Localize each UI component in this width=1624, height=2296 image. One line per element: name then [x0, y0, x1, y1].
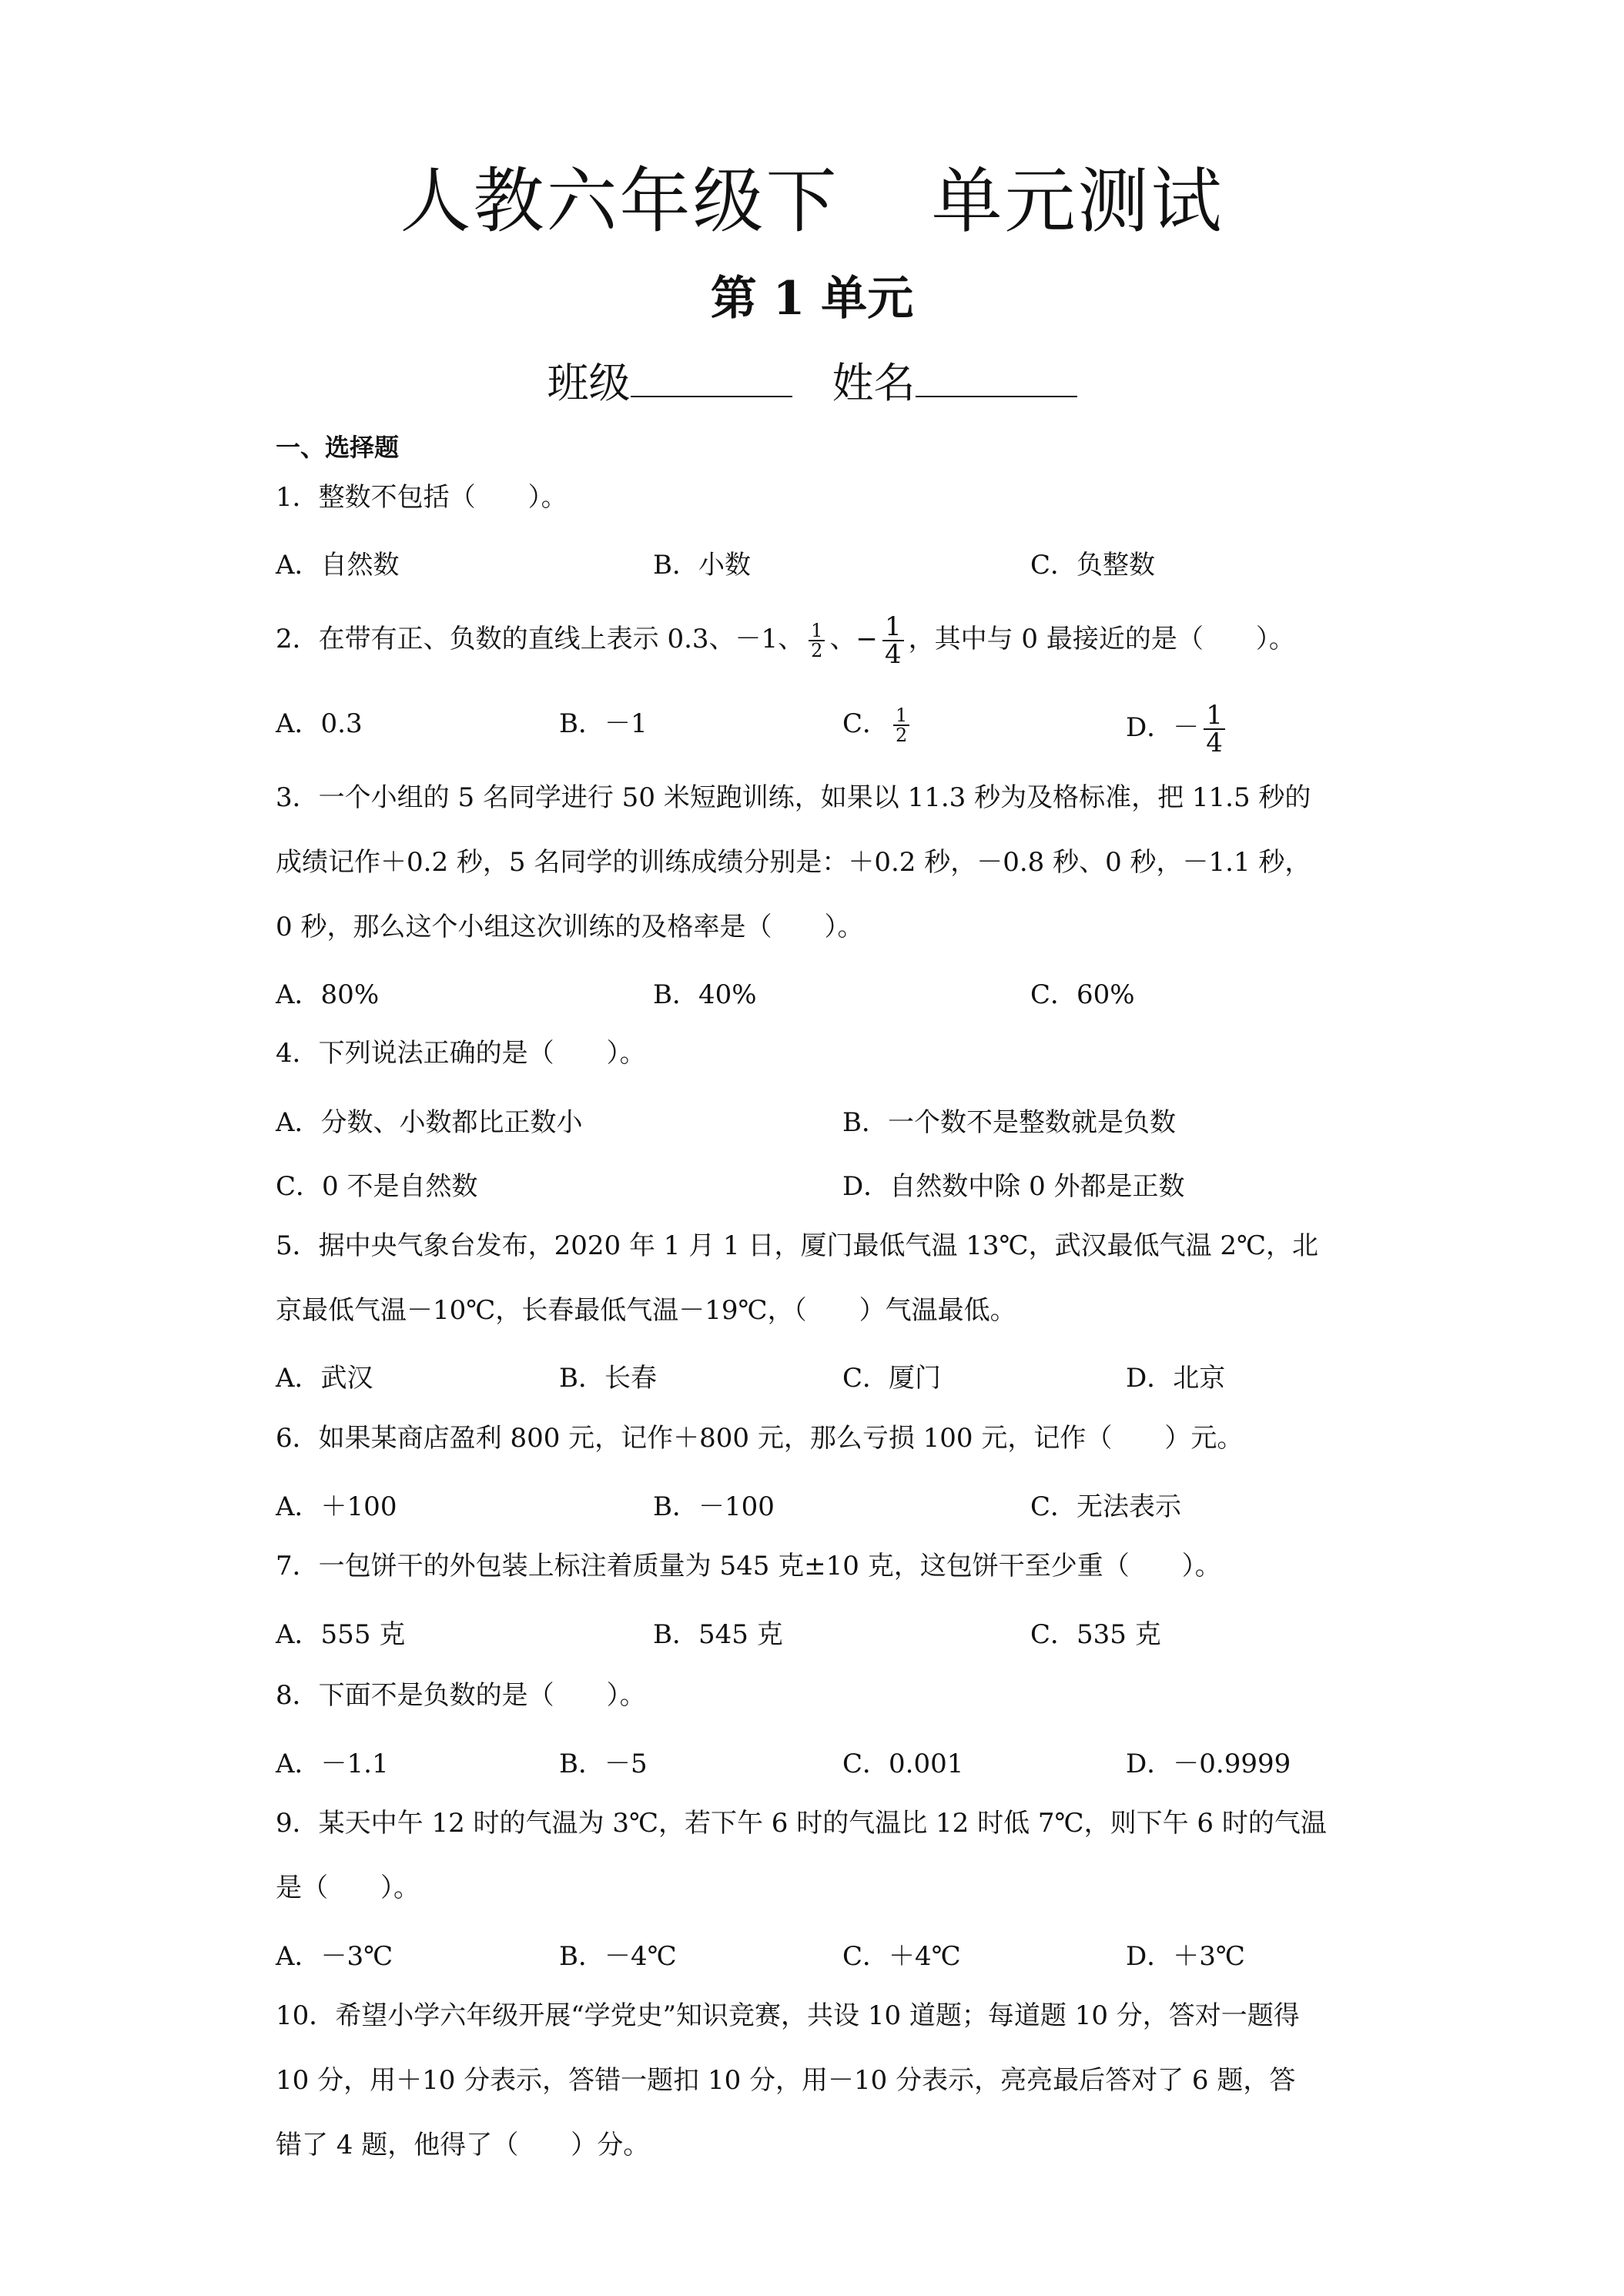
question-3	[276, 765, 1361, 959]
question-2	[276, 607, 1361, 671]
option: B．－1	[559, 708, 648, 739]
option: C．＋4℃	[842, 1941, 961, 1972]
question-6: 6．如果某商店盈利 800 元，记作＋800 元，那么亏损 100 元，记作（ ）元。	[276, 1423, 1244, 1454]
option: C．0.001	[842, 1749, 964, 1779]
question-line: 是（ ）。	[276, 1873, 420, 1903]
option: A．0.3	[276, 708, 363, 739]
question-line: 京最低气温－10℃，长春最低气温－19℃，（ ）气温最低。	[276, 1295, 1016, 1326]
option: D．－ $\frac{1}{4}$	[1126, 702, 1230, 756]
question-line: 5．据中央气象台发布，2020 年 1 月 1 日，厦门最低气温 13℃，武汉最低气温 2℃，北	[276, 1230, 1319, 1261]
option: C．60%	[1030, 979, 1135, 1010]
option: B．40%	[653, 979, 757, 1010]
option: B．长春	[559, 1363, 657, 1394]
option: A．80%	[276, 979, 380, 1010]
question-9-options	[276, 1935, 1361, 1973]
option: A．自然数	[276, 550, 400, 581]
page-title	[0, 145, 1624, 246]
name-blank[interactable]	[916, 356, 1077, 397]
option: A．－1.1	[276, 1749, 389, 1779]
question-2-options	[276, 700, 1361, 758]
name-label: 姓名	[832, 359, 916, 407]
option: C．无法表示	[1030, 1491, 1182, 1522]
question-6-options	[276, 1485, 1361, 1524]
option: A．＋100	[276, 1491, 397, 1522]
option: B．－4℃	[559, 1941, 677, 1972]
option: B．一个数不是整数就是负数	[842, 1107, 1176, 1138]
class-label: 班级	[547, 359, 631, 407]
option: C．535 克	[1030, 1619, 1161, 1650]
question-4-options-row1	[276, 1101, 1361, 1140]
question-line: 9．某天中午 12 时的气温为 3℃，若下午 6 时的气温比 12 时低 7℃，则下午 6 时的气温	[276, 1808, 1327, 1839]
student-info	[0, 350, 1624, 410]
option: A．－3℃	[276, 1941, 393, 1972]
question-7: 7．一包饼干的外包装上标注着质量为 545 克±10 克，这包饼干至少重（ ）。	[276, 1551, 1221, 1581]
option: D．－0.9999	[1126, 1749, 1291, 1779]
option: C．负整数	[1030, 550, 1156, 581]
option: D．＋3℃	[1126, 1941, 1245, 1972]
question-line: 0 秒，那么这个小组这次训练的及格率是（ ）。	[276, 912, 864, 942]
question-text: 、−	[829, 624, 878, 654]
fraction: $\frac{1}{4}$	[1204, 702, 1225, 756]
title-right: 单元测试	[931, 160, 1224, 243]
question-5	[276, 1213, 1361, 1343]
option: D．自然数中除 0 外都是正数	[842, 1171, 1185, 1202]
option: B．小数	[653, 550, 751, 581]
question-1: 1．整数不包括（ ）。	[276, 482, 568, 513]
question-line: 3．一个小组的 5 名同学进行 50 米短跑训练，如果以 11.3 秒为及格标准，把 11.5 秒的	[276, 782, 1311, 813]
question-4: 4．下列说法正确的是（ ）。	[276, 1038, 646, 1069]
class-blank[interactable]	[631, 356, 792, 397]
question-line: 成绩记作＋0.2 秒，5 名同学的训练成绩分别是：＋0.2 秒，－0.8 秒、0 秒，－1.1 秒，	[276, 847, 1311, 878]
question-4-options-row2	[276, 1165, 1361, 1203]
unit-heading: 第 1 单元	[710, 272, 914, 326]
question-text: ，其中与 0 最接近的是（ ）。	[908, 624, 1295, 654]
option: B．－100	[653, 1491, 775, 1522]
option: C．0 不是自然数	[276, 1171, 478, 1202]
option: C．厦门	[842, 1363, 942, 1394]
question-10	[276, 1983, 1361, 2177]
question-1-options	[276, 544, 1361, 582]
question-line: 10．希望小学六年级开展“学党史”知识竞赛，共设 10 道题；每道题 10 分，答对一题得	[276, 2000, 1300, 2031]
option: B．545 克	[653, 1619, 783, 1650]
question-5-options	[276, 1357, 1361, 1395]
question-3-options	[276, 973, 1361, 1012]
question-line: 错了 4 题，他得了（ ）分。	[276, 2130, 650, 2160]
question-line: 10 分，用＋10 分表示，答错一题扣 10 分，用－10 分表示，亮亮最后答对了 6 题，答	[276, 2065, 1296, 2096]
section-title: 一、选择题	[276, 433, 400, 462]
fraction: $\frac{1}{4}$	[882, 614, 904, 668]
option: A．分数、小数都比正数小	[276, 1107, 583, 1138]
question-7-options	[276, 1613, 1361, 1652]
fraction: $\frac{1}{2}$	[809, 621, 825, 660]
question-8-options	[276, 1742, 1361, 1781]
question-8: 8．下面不是负数的是（ ）。	[276, 1680, 646, 1711]
question-9	[276, 1791, 1361, 1920]
question-text: 2．在带有正、负数的直线上表示 0.3、－1、	[276, 624, 805, 654]
option: B．－5	[559, 1749, 648, 1779]
option: A．武汉	[276, 1363, 373, 1394]
fraction: $\frac{1}{2}$	[893, 706, 909, 745]
option: C． $\frac{1}{2}$	[842, 702, 914, 745]
option: D．北京	[1126, 1363, 1226, 1394]
option: A．555 克	[276, 1619, 406, 1650]
title-left: 人教六年级下	[400, 160, 839, 243]
